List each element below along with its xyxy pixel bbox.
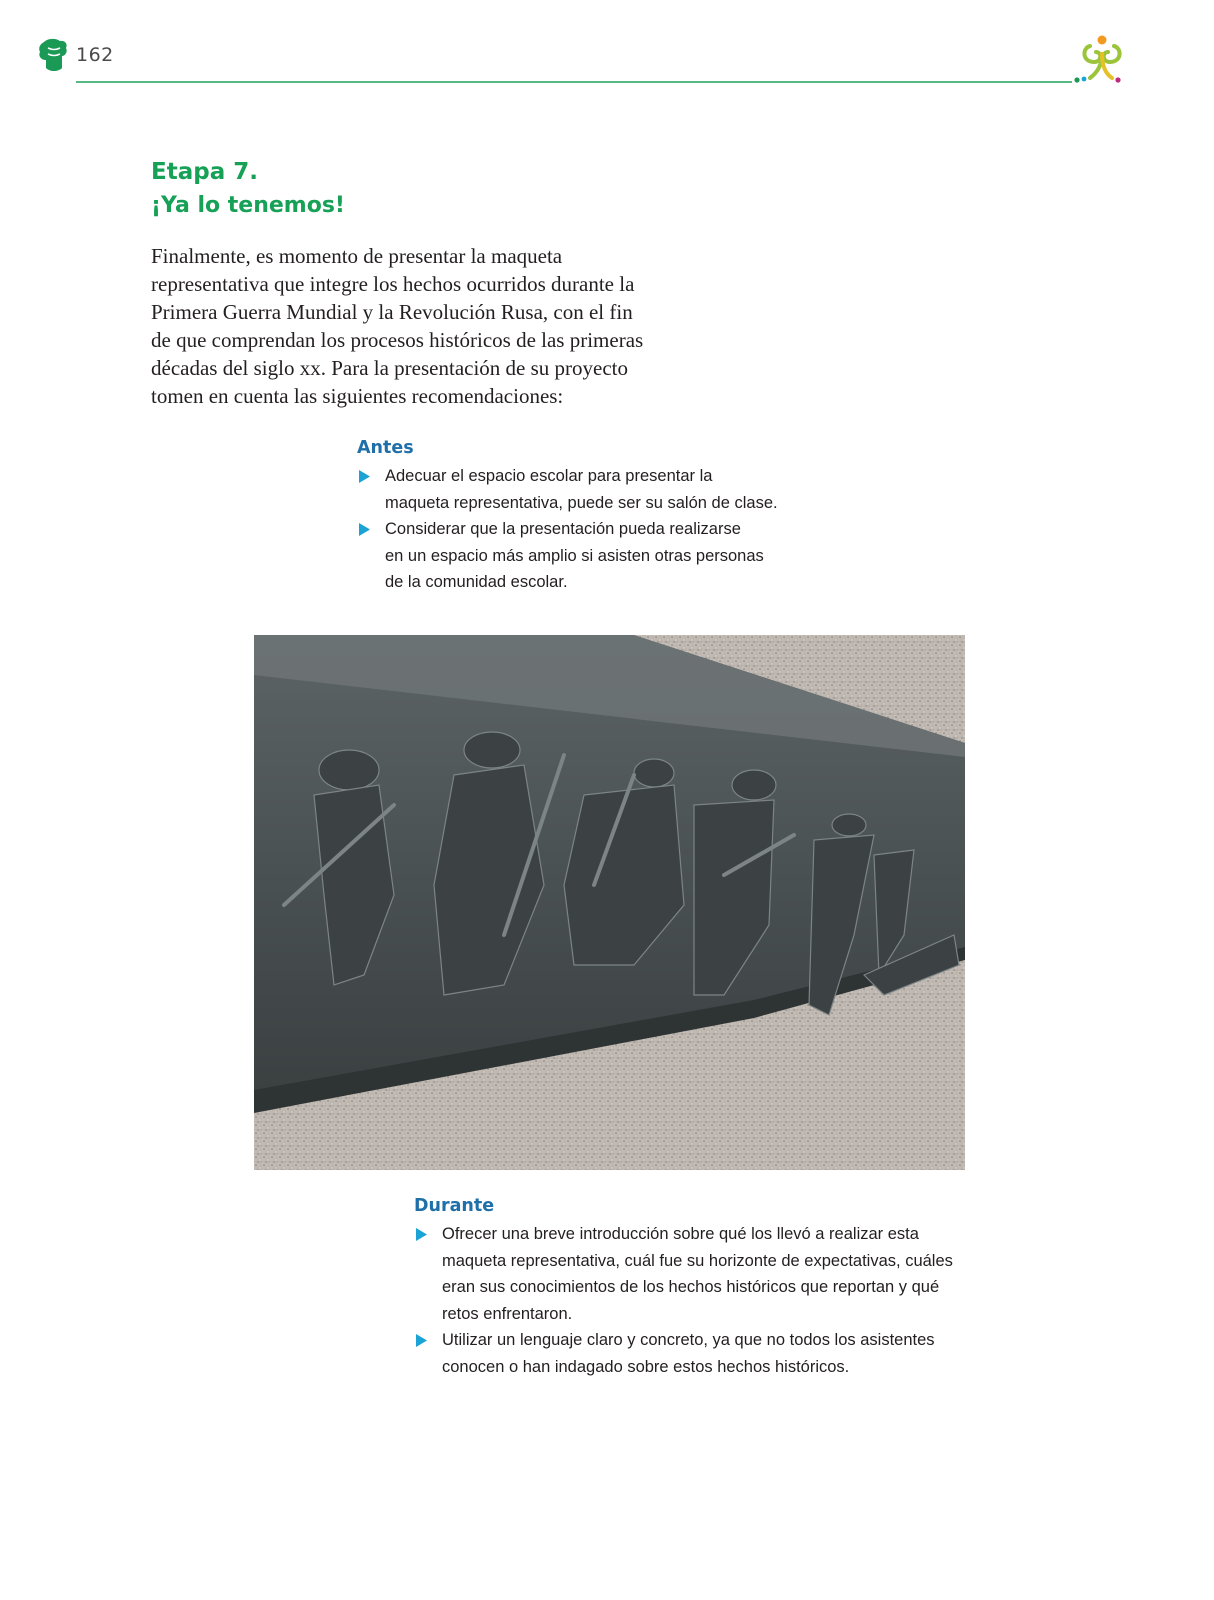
intro-paragraph: [151, 242, 711, 410]
bullet-line: eran sus conocimientos de los hechos históricos que reportan y qué: [442, 1278, 940, 1296]
intro-line: décadas del siglo xx. Para la presentación de su proyecto: [151, 356, 629, 380]
stage-subtitle: ¡Ya lo tenemos!: [151, 193, 345, 218]
list-item: [357, 516, 817, 596]
list-item: [414, 1221, 994, 1327]
intro-line: tomen en cuenta las siguientes recomendaciones:: [151, 384, 564, 408]
book-section-icon: [38, 38, 68, 74]
bullet-line: de la comunidad escolar.: [385, 573, 568, 591]
antes-list: [357, 463, 817, 596]
triangle-bullet-icon: [416, 1334, 427, 1347]
series-logo-icon: [1072, 34, 1130, 86]
intro-line: Primera Guerra Mundial y la Revolución Rusa, con el fin: [151, 300, 633, 324]
intro-line: representativa que integre los hechos ocurridos durante la: [151, 272, 635, 296]
triangle-bullet-icon: [359, 470, 370, 483]
bullet-line: Ofrecer una breve introducción sobre qué los llevó a realizar esta: [442, 1225, 919, 1243]
durante-list: [414, 1221, 994, 1380]
triangle-bullet-icon: [359, 523, 370, 536]
war-memorial-relief-photo: [254, 635, 965, 1170]
triangle-bullet-icon: [416, 1228, 427, 1241]
bullet-line: conocen o han indagado sobre estos hechos históricos.: [442, 1357, 850, 1376]
bullet-line: Utilizar un lenguaje claro y concreto, ya que no todos los asistentes: [442, 1331, 935, 1349]
intro-line: Finalmente, es momento de presentar la maqueta: [151, 244, 563, 268]
durante-heading: Durante: [414, 1196, 495, 1216]
list-item: [414, 1327, 994, 1380]
header-rule: [76, 81, 1072, 83]
bullet-line: en un espacio más amplio si asisten otras personas: [385, 546, 764, 565]
bullet-line: Adecuar el espacio escolar para presentar la: [385, 467, 713, 485]
list-item: [357, 463, 817, 516]
bullet-line: maqueta representativa, cuál fue su horizonte de expectativas, cuáles: [442, 1251, 953, 1270]
bullet-line: maqueta representativa, puede ser su salón de clase.: [385, 493, 778, 512]
bullet-line: retos enfrentaron.: [442, 1304, 573, 1323]
page-number: 162: [76, 44, 114, 66]
antes-heading: Antes: [357, 438, 414, 458]
intro-line: de que comprendan los procesos históricos de las primeras: [151, 328, 644, 352]
bullet-line: Considerar que la presentación pueda realizarse: [385, 520, 741, 538]
stage-title: Etapa 7.: [151, 159, 258, 185]
